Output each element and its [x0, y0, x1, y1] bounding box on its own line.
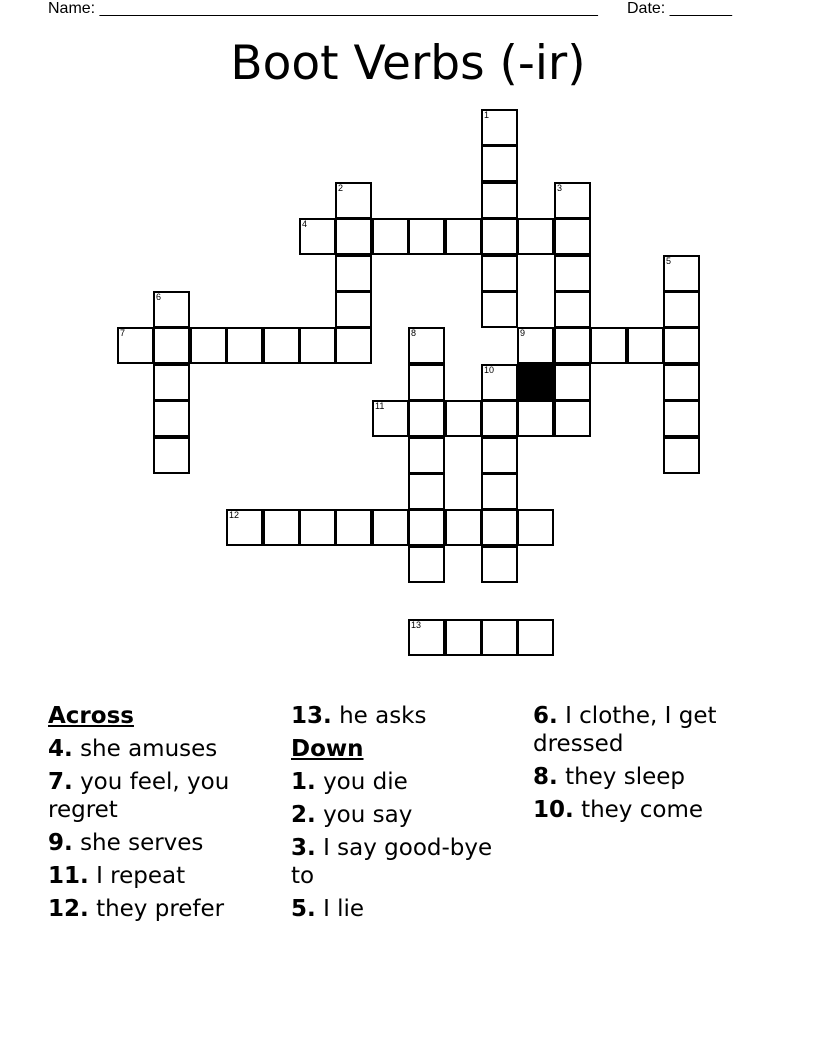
- grid-cell[interactable]: [481, 509, 518, 546]
- grid-cell[interactable]: [481, 473, 518, 510]
- clue-number-label: 8: [411, 328, 417, 338]
- grid-cell[interactable]: [663, 364, 700, 401]
- grid-cell[interactable]: [481, 400, 518, 437]
- grid-cell[interactable]: [517, 509, 554, 546]
- clue-text: they come: [581, 797, 704, 823]
- grid-cell[interactable]: [481, 619, 518, 656]
- puzzle-title: Boot Verbs (-ir): [230, 36, 586, 91]
- grid-cell[interactable]: [335, 182, 372, 219]
- down-clue-1: [291, 768, 511, 796]
- grid-cell[interactable]: [481, 546, 518, 583]
- clue-number-label: 4: [302, 219, 308, 229]
- grid-cell[interactable]: [517, 327, 554, 364]
- grid-cell[interactable]: [335, 327, 372, 364]
- grid-cell[interactable]: [408, 327, 445, 364]
- clue-number: 2.: [291, 802, 316, 828]
- grid-cell[interactable]: [408, 546, 445, 583]
- clue-number: 4.: [48, 736, 73, 762]
- grid-cell[interactable]: [408, 619, 445, 656]
- name-field-label[interactable]: Name: ________________________________________________________: [48, 0, 598, 17]
- grid-cell[interactable]: [372, 218, 409, 255]
- grid-cell[interactable]: [263, 509, 300, 546]
- across-heading: Across: [48, 703, 134, 729]
- grid-cell[interactable]: [517, 400, 554, 437]
- grid-cell[interactable]: [554, 400, 591, 437]
- clue-text: I repeat: [96, 863, 186, 889]
- clue-number-label: 3: [557, 183, 563, 193]
- grid-cell[interactable]: [408, 364, 445, 401]
- black-cell: [517, 364, 554, 401]
- clue-number-label: 5: [666, 256, 672, 266]
- grid-cell[interactable]: [335, 509, 372, 546]
- grid-cell[interactable]: [153, 364, 190, 401]
- grid-cell[interactable]: [372, 400, 409, 437]
- date-field-label[interactable]: Date: _______: [627, 0, 732, 17]
- grid-cell[interactable]: [408, 400, 445, 437]
- down-clue-8: [533, 763, 743, 791]
- clue-number-label: 9: [520, 328, 526, 338]
- grid-cell[interactable]: [554, 291, 591, 328]
- grid-cell[interactable]: [335, 291, 372, 328]
- clue-text: you say: [323, 802, 413, 828]
- grid-cell[interactable]: [481, 145, 518, 182]
- grid-cell[interactable]: [153, 437, 190, 474]
- grid-cell[interactable]: [153, 400, 190, 437]
- grid-cell[interactable]: [445, 218, 482, 255]
- clue-column-1: [48, 702, 278, 928]
- clue-number: 7.: [48, 769, 73, 795]
- clue-number-label: 10: [484, 365, 495, 375]
- across-clue-11: [48, 862, 278, 890]
- clue-text: you die: [323, 769, 408, 795]
- grid-cell[interactable]: [517, 218, 554, 255]
- grid-cell[interactable]: [226, 509, 263, 546]
- grid-cell[interactable]: [554, 364, 591, 401]
- grid-cell[interactable]: [481, 437, 518, 474]
- grid-cell[interactable]: [663, 437, 700, 474]
- across-clue-13: [291, 702, 511, 730]
- across-clue-4: [48, 735, 278, 763]
- grid-cell[interactable]: [445, 400, 482, 437]
- clue-number: 12.: [48, 896, 89, 922]
- grid-cell[interactable]: [445, 619, 482, 656]
- grid-cell[interactable]: [627, 327, 664, 364]
- clue-number: 6.: [533, 703, 558, 729]
- grid-cell[interactable]: [299, 327, 336, 364]
- clue-number-label: 6: [156, 292, 162, 302]
- grid-cell[interactable]: [481, 291, 518, 328]
- grid-cell[interactable]: [299, 218, 336, 255]
- down-heading: Down: [291, 736, 364, 762]
- clue-number: 11.: [48, 863, 89, 889]
- clue-column-2: [291, 702, 511, 928]
- grid-cell[interactable]: [408, 437, 445, 474]
- grid-cell[interactable]: [445, 509, 482, 546]
- clue-text: I say good-bye to: [291, 835, 493, 889]
- grid-cell[interactable]: [481, 218, 518, 255]
- clue-column-3: [533, 702, 743, 829]
- down-clue-5: [291, 895, 511, 923]
- grid-cell[interactable]: [408, 509, 445, 546]
- clue-number-label: 2: [338, 183, 344, 193]
- grid-cell[interactable]: [481, 182, 518, 219]
- down-clue-10: [533, 796, 743, 824]
- clue-number-label: 7: [120, 328, 126, 338]
- grid-cell[interactable]: [408, 473, 445, 510]
- clue-text: she serves: [80, 830, 204, 856]
- grid-cell[interactable]: [408, 218, 445, 255]
- clue-number: 1.: [291, 769, 316, 795]
- grid-cell[interactable]: [554, 255, 591, 292]
- grid-cell[interactable]: [153, 327, 190, 364]
- grid-cell[interactable]: [481, 255, 518, 292]
- grid-cell[interactable]: [263, 327, 300, 364]
- clue-number-label: 13: [411, 620, 422, 630]
- across-clue-12: [48, 895, 278, 923]
- down-clue-2: [291, 801, 511, 829]
- grid-cell[interactable]: [226, 327, 263, 364]
- down-clue-3: [291, 834, 511, 890]
- across-clue-7: [48, 768, 278, 824]
- grid-cell[interactable]: [554, 218, 591, 255]
- grid-cell[interactable]: [335, 255, 372, 292]
- clue-number: 10.: [533, 797, 574, 823]
- clue-text: he asks: [339, 703, 427, 729]
- clue-number-label: 12: [229, 510, 240, 520]
- grid-cell[interactable]: [117, 327, 154, 364]
- clue-text: they prefer: [96, 896, 225, 922]
- grid-cell[interactable]: [554, 327, 591, 364]
- clue-number: 5.: [291, 896, 316, 922]
- clue-number: 13.: [291, 703, 332, 729]
- grid-cell[interactable]: [663, 327, 700, 364]
- clue-text: I clothe, I get dressed: [533, 703, 717, 757]
- grid-cell[interactable]: [590, 327, 627, 364]
- clue-number-label: 11: [375, 401, 385, 411]
- grid-cell[interactable]: [153, 291, 190, 328]
- clue-text: I lie: [323, 896, 365, 922]
- grid-cell[interactable]: [663, 291, 700, 328]
- grid-cell[interactable]: [372, 509, 409, 546]
- grid-cell[interactable]: [554, 182, 591, 219]
- clue-text: she amuses: [80, 736, 218, 762]
- down-clue-6: [533, 702, 743, 758]
- grid-cell[interactable]: [663, 255, 700, 292]
- grid-cell[interactable]: [481, 364, 518, 401]
- clue-number: 8.: [533, 764, 558, 790]
- grid-cell[interactable]: [299, 509, 336, 546]
- across-clue-9: [48, 829, 278, 857]
- clue-text: you feel, you regret: [48, 769, 230, 823]
- clue-text: they sleep: [565, 764, 686, 790]
- clue-number: 9.: [48, 830, 73, 856]
- grid-cell[interactable]: [190, 327, 227, 364]
- clue-number-label: 1: [484, 110, 490, 120]
- grid-cell[interactable]: [663, 400, 700, 437]
- grid-cell[interactable]: [517, 619, 554, 656]
- grid-cell[interactable]: [335, 218, 372, 255]
- clue-number: 3.: [291, 835, 316, 861]
- grid-cell[interactable]: [481, 109, 518, 146]
